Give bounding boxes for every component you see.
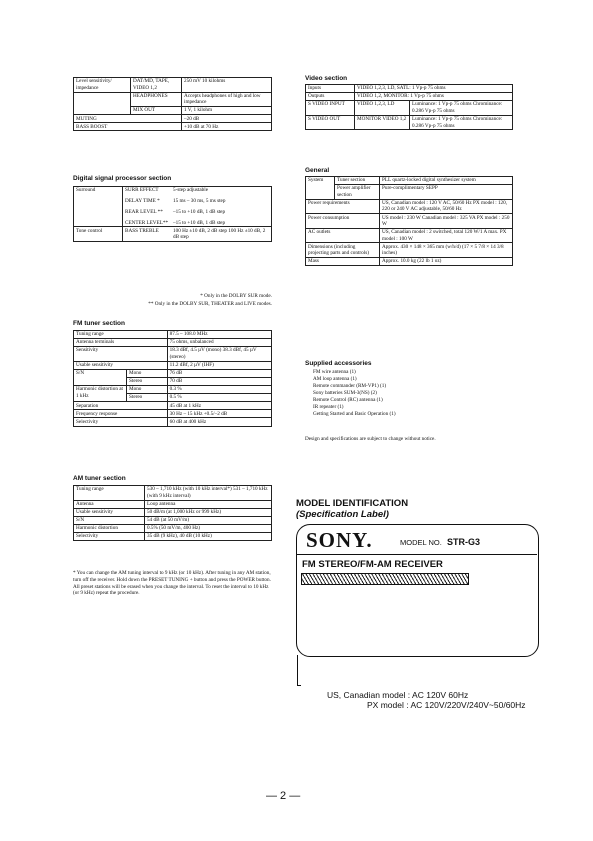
table-row: REAR LEVEL ** –15 to +10 dB, 1 dB step xyxy=(74,205,272,216)
list-item: AM loop antenna (1) xyxy=(313,376,357,383)
leader-line-foot xyxy=(297,685,301,686)
table-row: Separation 45 dB at 1 kHz xyxy=(74,402,272,410)
am-spec-table xyxy=(73,485,272,541)
table-row: Antenna terminals 75 ohms, unbalanced xyxy=(74,339,272,347)
list-item: Getting Started and Basic Operation (1) xyxy=(313,411,396,418)
table-row: Mass Approx. 10.0 kg (22 lb 1 oz) xyxy=(306,258,513,266)
table-row: Tone control BASS TREBLE 100 Hz ±10 dB, 2 dB step 100 Hz ±10 dB, 2 dB step xyxy=(74,227,272,242)
table-row: Dimensions (including projecting parts and controls) Approx. 430 × 148 × 365 mm (w/h/d) (17 × 5 7/8 × 14 3/8 inches) xyxy=(306,243,513,258)
model-id-subtitle: (Specification Label) xyxy=(296,509,389,520)
table-row: Power requirements US, Canadian model : 120 V AC, 50/60 Hz PX model : 120, 220 or 240 V AC adjustable, 50/60 Hz xyxy=(306,199,513,214)
general-section-title: General xyxy=(305,167,330,174)
table-row: Frequency response 30 Hz – 15 kHz +0.5/–2 dB xyxy=(74,410,272,418)
general-spec-table xyxy=(305,176,513,266)
table-row: Power consumption US model : 230 W Canadian model : 325 VA PX model : 250 W xyxy=(306,214,513,229)
table-row: Outputs VIDEO 1,2, MONITOR: 1 Vp-p 75 ohms xyxy=(306,93,513,101)
audio-spec-table xyxy=(73,77,272,131)
table-row: MIX OUT 1 V, 1 kilohm xyxy=(74,107,272,115)
table-row: System Tuner section PLL quartz-locked digital synthesizer system xyxy=(306,177,513,185)
dsp-note-2: ** Only in the DOLBY SUR, THEATER and LIVE modes. xyxy=(148,301,272,307)
sony-logo: SONY. xyxy=(306,528,373,552)
table-row: Usable sensitivity 11.2 dBf, 2 µV (IHF) xyxy=(74,361,272,369)
table-row: Stereo 70 dB xyxy=(74,377,272,385)
table-row: Harmonic distortion at 1 kHz Mono 0.3 % xyxy=(74,386,272,394)
video-spec-table xyxy=(305,84,513,130)
table-row: S VIDEO INPUT VIDEO 1,2,3, LD Luminance: 1 Vp-p 75 ohms Chrominance: 0.286 Vp-p 75 ohms xyxy=(306,101,513,116)
table-row: S/N Mono 76 dB xyxy=(74,369,272,377)
table-row: MUTING –20 dB xyxy=(74,115,272,123)
am-section-title: AM tuner section xyxy=(73,475,126,482)
dsp-section-title: Digital signal processor section xyxy=(73,175,172,182)
fm-section-title: FM tuner section xyxy=(73,320,126,327)
table-row: CENTER LEVEL** –15 to +10 dB, 1 dB step xyxy=(74,216,272,227)
list-item: Sony batteries SUM-3(NS) (2) xyxy=(313,390,377,397)
product-name: FM STEREO/FM-AM RECEIVER xyxy=(302,559,443,570)
px-rating: PX model : AC 120V/220V/240V~50/60Hz xyxy=(367,700,526,710)
design-change-note: Design and specifications are subject to change without notice. xyxy=(305,436,436,442)
table-row: BASS BOOST +10 dB at 70 Hz xyxy=(74,123,272,131)
table-row: Selectivity 35 dB (9 kHz), 40 dB (10 kHz) xyxy=(74,532,272,540)
table-row: AC outlets US, Canadian model : 2 switched, total 120 W/1 A max. PX model : 100 W xyxy=(306,228,513,243)
accessories-title: Supplied accessories xyxy=(305,360,372,367)
list-item: Remote commander (RM-VP1) (1) xyxy=(313,383,387,390)
accessories-list xyxy=(305,369,505,418)
table-row: Selectivity 60 dB at 400 kHz xyxy=(74,418,272,426)
table-row: Harmonic distortion 0.5% (50 mV/m, 400 Hz) xyxy=(74,524,272,532)
am-interval-note: * You can change the AM tuning interval to 9 kHz (or 10 kHz). After tuning in any AM station, turn off the receiver. Hold down the PRESET TUNING + button and press the POWER button. All preset stations will be erased when you change the interval. To reset the interval to 10 kHz (or 9 kHz) repeat the procedure. xyxy=(73,570,271,597)
list-item: IR repeater (1) xyxy=(313,404,344,411)
dsp-spec-table xyxy=(73,186,272,242)
table-row: DELAY TIME * 15 ms – 30 ms, 5 ms step xyxy=(74,194,272,205)
leader-line xyxy=(297,655,298,685)
table-row: Stereo 0.5 % xyxy=(74,394,272,402)
dsp-note-1: * Only in the DOLBY SUR mode. xyxy=(200,293,272,299)
table-row: Surround SURR EFFECT 5-step adjustable xyxy=(74,187,272,195)
us-canadian-rating: US, Canadian model : AC 120V 60Hz xyxy=(327,690,469,700)
table-row: S VIDEO OUT MONITOR VIDEO 1,2 Luminance: 1 Vp-p 75 ohms Chrominance: 0.286 Vp-p 75 ohms xyxy=(306,115,513,130)
label-divider xyxy=(297,554,537,555)
model-no-value: STR-G3 xyxy=(447,537,481,547)
table-row: HEADPHONES Accepts headphones of high and low impedance xyxy=(74,92,272,107)
video-section-title: Video section xyxy=(305,75,348,82)
table-row: Tuning range 530 – 1,710 kHz (with 10 kHz interval*) 531 – 1,710 kHz (with 9 kHz interval) xyxy=(74,486,272,501)
table-row: S/N 54 dB (at 50 mV/m) xyxy=(74,516,272,524)
table-row: Inputs VIDEO 1,2,3, LD, SATL: 1 Vp-p 75 ohms xyxy=(306,85,513,93)
fm-spec-table xyxy=(73,330,272,427)
table-row: Level sensitivity/ impedance DAT/MD, TAPE, VIDEO 1,2 250 mV 10 kilohms xyxy=(74,78,272,93)
table-row: Power amplifier section Pure-complimentary SEPP xyxy=(306,185,513,200)
model-no-label: MODEL NO. xyxy=(400,538,442,547)
list-item: FM wire antenna (1) xyxy=(313,369,356,375)
table-row: Tuning range 87.5 – 108.0 MHz xyxy=(74,331,272,339)
page-number: — 2 — xyxy=(266,790,301,802)
table-row: Antenna Loop antenna xyxy=(74,500,272,508)
model-id-title: MODEL IDENTIFICATION xyxy=(296,498,409,509)
hatched-label-area xyxy=(301,573,469,585)
table-row: Sensitivity 18.3 dBf, 4.5 µV (mono) 38.3 dBf, 45 µV (stereo) xyxy=(74,347,272,362)
table-row: Usable sensitivity 50 dB/m (at 1,000 kHz or 999 kHz) xyxy=(74,508,272,516)
list-item: Remote Control (RC) antenna (1) xyxy=(313,397,383,404)
